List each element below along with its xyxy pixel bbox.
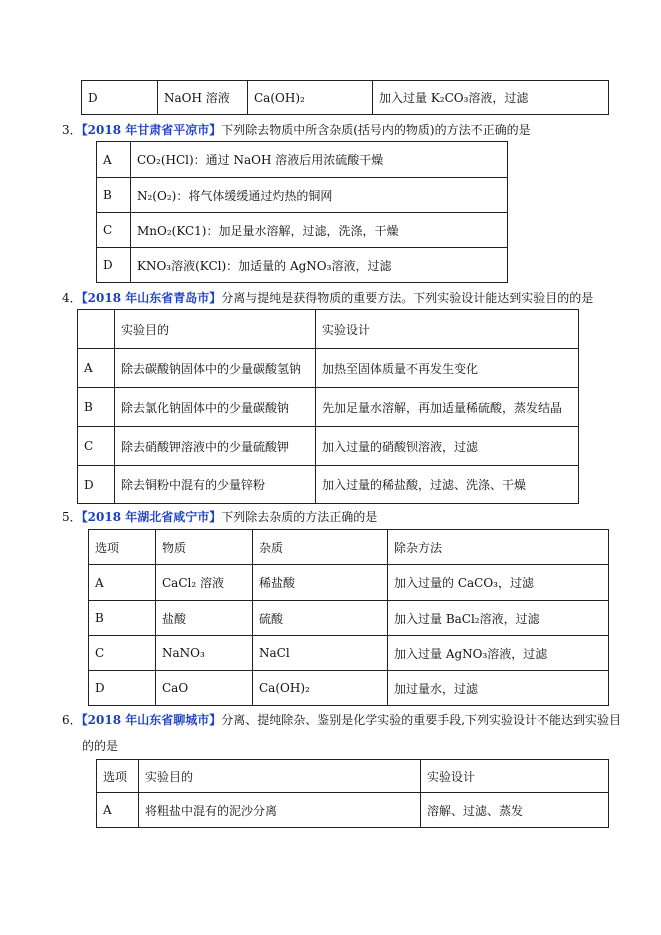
option-cell: D [97,248,131,283]
purpose-cell: 将粗盐中混有的泥沙分离 [139,793,421,828]
question-4 [62,289,593,306]
purpose-cell: 除去铜粉中混有的少量锌粉 [115,466,316,504]
table-row [78,466,579,504]
table-row [78,349,579,388]
impurity-cell: 硫酸 [253,601,388,636]
design-cell: 加入过量的硝酸钡溶液，过滤 [316,427,579,466]
answer-cell: MnO₂(KC1)：加足量水溶解，过滤，洗涤，干燥 [131,213,508,248]
question-number: 4． [62,291,82,305]
method-cell: 加入过量的 CaCO₃，过滤 [388,565,609,601]
substance-cell: CaCl₂ 溶液 [156,565,253,601]
q3-table [96,141,508,283]
design-cell: 先加足量水溶解，再加适量稀硫酸，蒸发结晶 [316,388,579,427]
header-cell: 杂质 [253,530,388,565]
table-row [82,81,609,115]
q6-table [96,759,609,828]
method-cell: 加入过量 AgNO₃溶液，过滤 [388,636,609,671]
table-row [97,178,508,213]
impurity-cell: Ca(OH)₂ [248,81,373,115]
table-row [89,601,609,636]
impurity-cell: NaCl [253,636,388,671]
q5-table [88,529,609,706]
header-cell: 物质 [156,530,253,565]
question-6 [62,711,621,728]
purpose-cell: 除去氯化钠固体中的少量碳酸钠 [115,388,316,427]
header-cell: 除杂方法 [388,530,609,565]
substance-cell: 盐酸 [156,601,253,636]
question-text: 分离、提纯除杂、鉴别是化学实验的重要手段,下列实验设计不能达到实验目 [221,713,622,727]
question-source: 【2018 年山东省青岛市】 [81,291,222,305]
question-text: 下列除去物质中所含杂质(括号内的物质)的方法不正确的是 [221,123,531,137]
table-row [97,213,508,248]
table-row [78,388,579,427]
table-header-row [97,760,609,793]
header-cell: 实验设计 [421,760,609,793]
purpose-cell: 除去碳酸钠固体中的少量碳酸氢钠 [115,349,316,388]
table-row [97,248,508,283]
design-cell: 溶解、过滤、蒸发 [421,793,609,828]
option-cell: B [89,601,156,636]
question-3 [62,121,531,138]
option-cell: A [89,565,156,601]
question-source: 【2018 年山东省聊城市】 [81,713,222,727]
option-cell: D [82,81,158,115]
top-table [81,80,609,115]
answer-cell: KNO₃溶液(KCl)：加适量的 AgNO₃溶液，过滤 [131,248,508,283]
question-text: 下列除去杂质的方法正确的是 [221,510,378,524]
option-cell: A [78,349,115,388]
method-cell: 加过量水，过滤 [388,671,609,706]
option-cell: A [97,793,139,828]
substance-cell: NaOH 溶液 [158,81,248,115]
question-number: 6． [62,713,82,727]
option-cell: B [78,388,115,427]
answer-cell: CO₂(HCl)：通过 NaOH 溶液后用浓硫酸干燥 [131,142,508,178]
design-cell: 加入过量的稀盐酸，过滤、洗涤、干燥 [316,466,579,504]
header-cell: 实验设计 [316,310,579,349]
question-number: 5． [62,510,82,524]
q4-table [77,309,579,504]
option-cell: C [78,427,115,466]
header-cell: 选项 [89,530,156,565]
table-header-row [78,310,579,349]
question-text-continued: 的的是 [82,739,119,753]
table-header-row [89,530,609,565]
impurity-cell: 稀盐酸 [253,565,388,601]
table-row [97,142,508,178]
design-cell: 加热至固体质量不再发生变化 [316,349,579,388]
impurity-cell: Ca(OH)₂ [253,671,388,706]
option-cell: A [97,142,131,178]
question-text: 分离与提纯是获得物质的重要方法。下列实验设计能达到实验目的的是 [221,291,594,305]
option-cell: C [97,213,131,248]
method-cell: 加入过量 BaCl₂溶液，过滤 [388,601,609,636]
question-5 [62,508,377,525]
question-source: 【2018 年甘肃省平凉市】 [81,123,222,137]
option-cell: D [78,466,115,504]
substance-cell: CaO [156,671,253,706]
purpose-cell: 除去硝酸钾溶液中的少量硫酸钾 [115,427,316,466]
header-cell: 实验目的 [139,760,421,793]
header-cell [78,310,115,349]
header-cell: 选项 [97,760,139,793]
option-cell: C [89,636,156,671]
option-cell: B [97,178,131,213]
method-cell: 加入过量 K₂CO₃溶液，过滤 [373,81,609,115]
question-source: 【2018 年湖北省咸宁市】 [81,510,222,524]
table-row [78,427,579,466]
table-row [97,793,609,828]
table-row [89,636,609,671]
table-row [89,671,609,706]
option-cell: D [89,671,156,706]
answer-cell: N₂(O₂)：将气体缓缓通过灼热的铜网 [131,178,508,213]
table-row [89,565,609,601]
substance-cell: NaNO₃ [156,636,253,671]
question-number: 3． [62,123,82,137]
header-cell: 实验目的 [115,310,316,349]
